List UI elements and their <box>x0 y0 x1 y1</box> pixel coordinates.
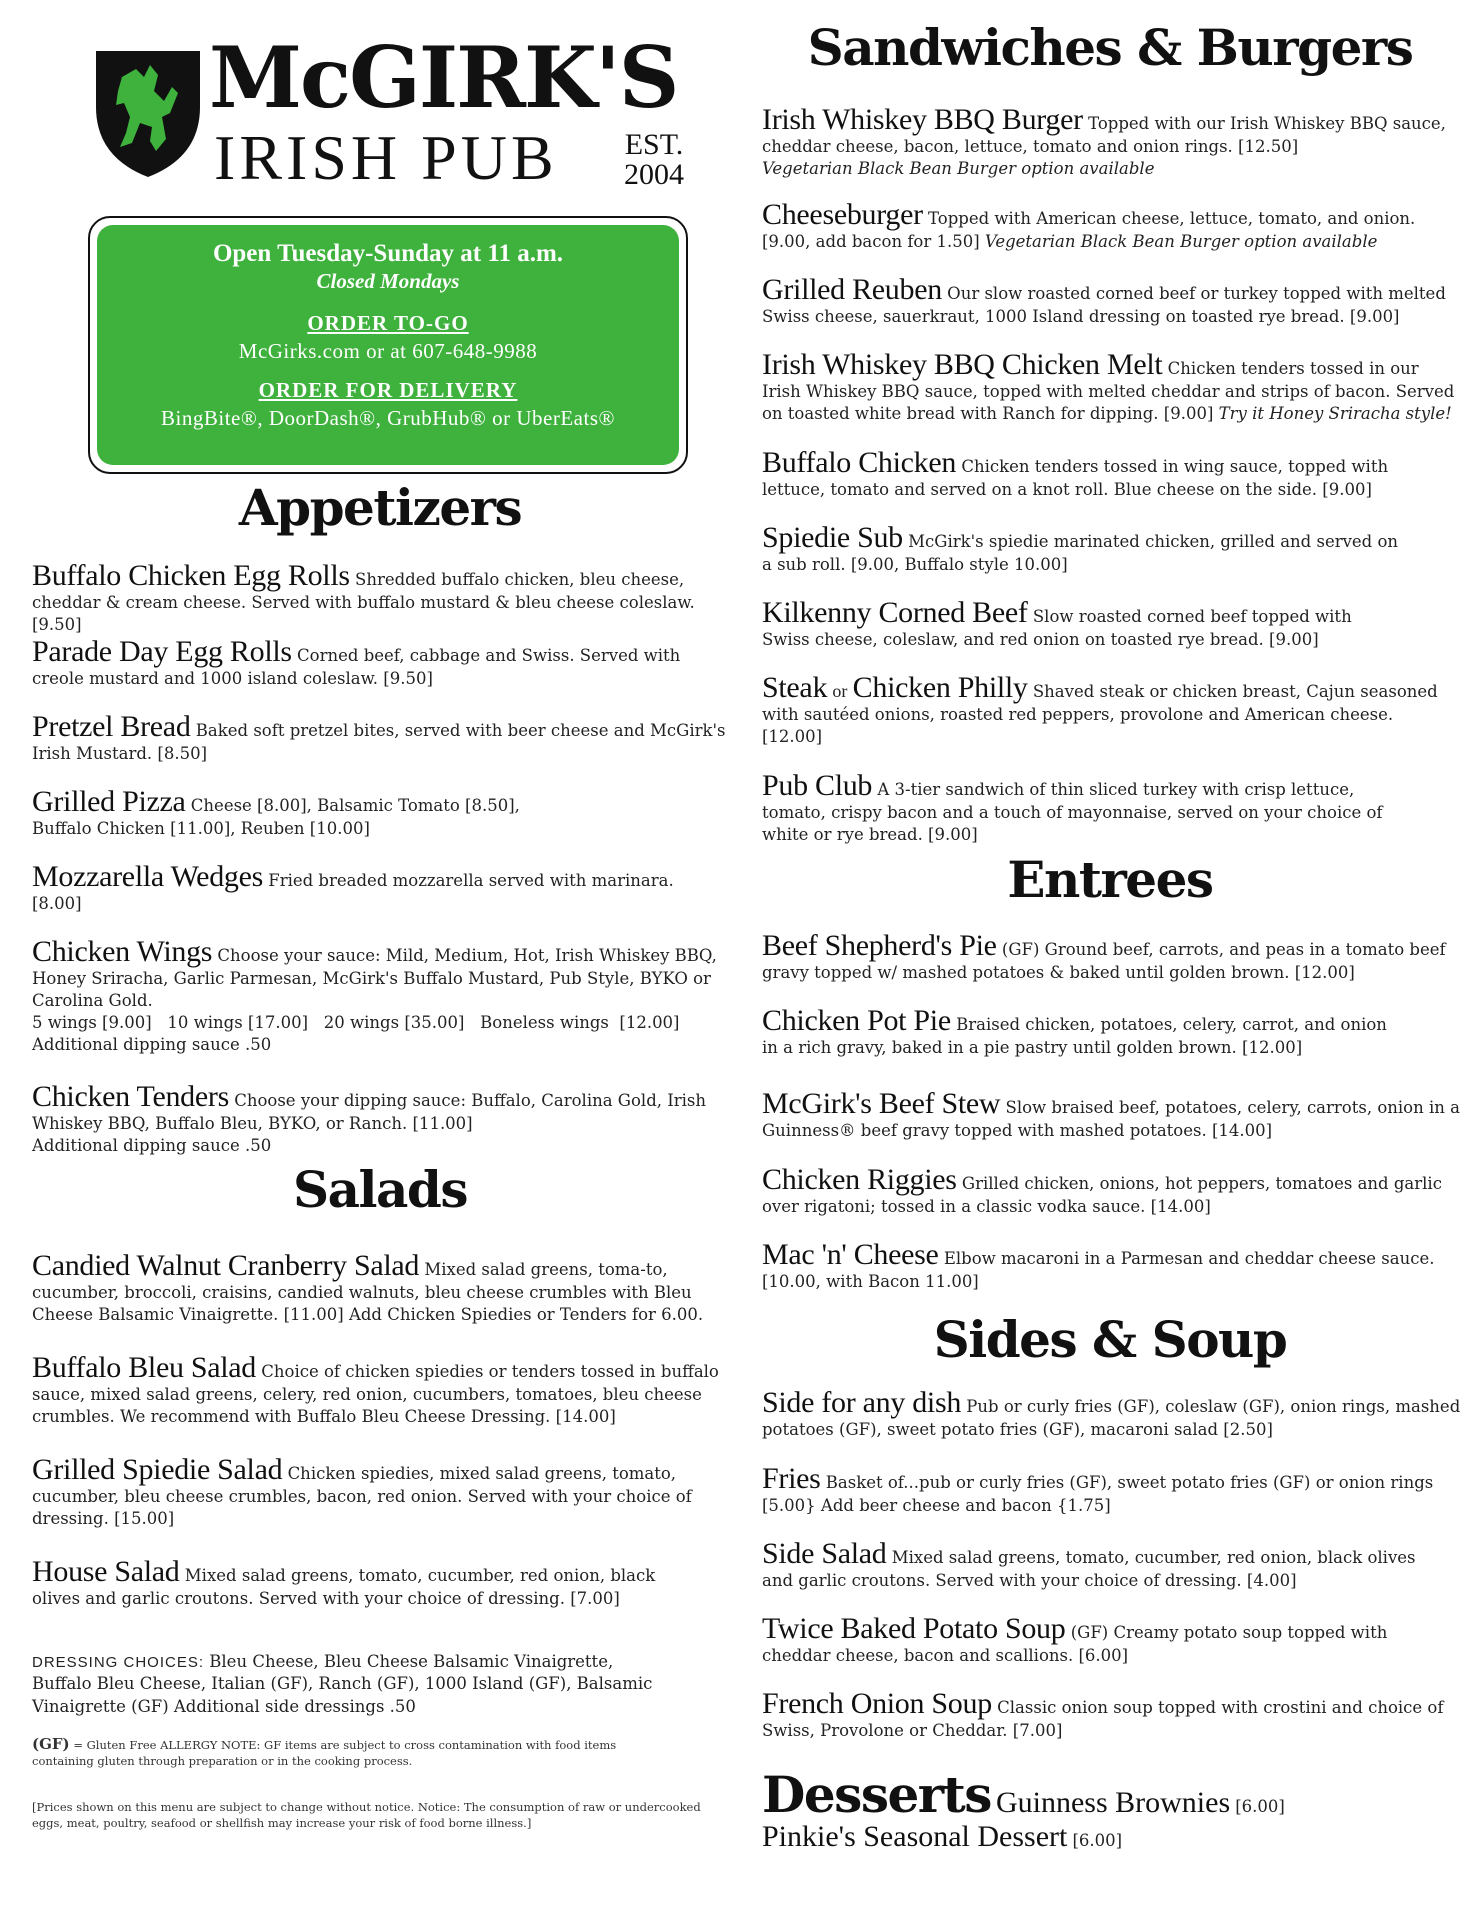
item-name: Kilkenny Corned Beef <box>762 596 1028 629</box>
togo-text[interactable]: McGirks.com or at 607-648-9988 <box>238 339 538 364</box>
item-name: Pretzel Bread <box>32 710 191 743</box>
gf-label: (GF) <box>32 1735 70 1753</box>
gf-note-text: = Gluten Free ALLERGY NOTE: GF items are subject to cross contamination with food items containing gluten through preparation or in the cooking process. <box>32 1738 617 1769</box>
est-label: EST. <box>624 128 684 161</box>
menu-item <box>762 1463 1462 1517</box>
togo-heading[interactable]: ORDER TO-GO <box>307 311 469 336</box>
item-name: Chicken Pot Pie <box>762 1004 951 1037</box>
menu-item <box>762 1239 1452 1293</box>
item-name: House Salad <box>32 1555 180 1588</box>
item-desc: Braised chicken, potatoes, celery, carrot, and onion in a rich gravy, baked in a pie pastry until golden brown. [12.00] <box>762 1015 1387 1057</box>
item-desc-3: Additional dipping sauce .50 <box>32 1035 272 1055</box>
item-desc: Shaved steak or chicken breast, Cajun seasoned with sautéed onions, roasted red peppers, provolone and American cheese. [12.00] <box>762 682 1438 746</box>
dressing-label: DRESSING CHOICES: <box>32 1654 205 1671</box>
item-name: Side Salad <box>762 1537 887 1570</box>
item-desc: Slow braised beef, potatoes, celery, carrots, onion in a Guinness® beef gravy topped with mashed potatoes. [14.00] <box>762 1098 1460 1140</box>
item-desc: Cheese [8.00], Balsamic Tomato [8.50], <box>190 796 520 815</box>
item-desc: Chicken spiedies, mixed salad greens, tomato, cucumber, bleu cheese crumbles, bacon, red onion. Served with your choice of dressing. [15.00] <box>32 1464 692 1528</box>
menu-item <box>32 1454 712 1530</box>
menu-item <box>762 1088 1462 1142</box>
item-note: Vegetarian Black Bean Burger option available <box>762 158 1155 178</box>
item-name: Parade Day Egg Rolls <box>32 635 292 668</box>
item-desc: Chicken tenders tossed in wing sauce, topped with lettuce, tomato and served on a knot roll. Blue cheese on the side. [9.00] <box>762 457 1389 499</box>
item-name: French Onion Soup <box>762 1687 992 1720</box>
dessert-name: Pinkie's Seasonal Dessert <box>762 1820 1068 1853</box>
menu-item <box>762 447 1452 501</box>
item-name: Beef Shepherd's Pie <box>762 929 997 962</box>
item-desc: Mixed salad greens, tomato, cucumber, red onion, black olives and garlic croutons. Served with your choice of dressing. [4.00] <box>762 1548 1416 1590</box>
item-or: or <box>832 681 848 701</box>
item-name: Fries <box>762 1462 821 1495</box>
logo-name: McGIRK'S <box>209 28 678 127</box>
item-desc: A 3-tier sandwich of thin sliced turkey with crisp lettuce, tomato, crispy bacon and a touch of mayonnaise, served on your choice of white or rye bread. [9.00] <box>762 780 1383 844</box>
item-name: Irish Whiskey BBQ Chicken Melt <box>762 348 1163 381</box>
item-desc-2: Buffalo Chicken [11.00], Reuben [10.00] <box>32 818 370 838</box>
item-desc: Basket of...pub or curly fries (GF), sweet potato fries (GF) or onion rings [5.00} Add beer cheese and bacon {1.75] <box>762 1473 1434 1515</box>
menu-item <box>32 936 732 1057</box>
item-name: Chicken Tenders <box>32 1080 229 1113</box>
item-name: Mozzarella Wedges <box>32 860 263 893</box>
item-name: Grilled Spiedie Salad <box>32 1453 283 1486</box>
logo-established <box>624 130 684 190</box>
menu-item <box>762 104 1452 180</box>
menu-item <box>762 1005 1402 1059</box>
dessert-price: [6.00] <box>1235 1797 1285 1816</box>
prices-note: [Prices shown on this menu are subject to change without notice. Notice: The consumption of raw or undercooked eggs, meat, poultry, seafood or shellfish may increase your risk of food borne illness.] <box>32 1800 701 1830</box>
delivery-text[interactable]: BingBite®, DoorDash®, GrubHub® or UberEats® <box>161 406 615 431</box>
item-desc: Baked soft pretzel bites, served with beer cheese and McGirk's Irish Mustard. [8.50] <box>32 721 726 763</box>
menu-item <box>32 1556 672 1610</box>
item-desc: (GF) Creamy potato soup topped with cheddar cheese, bacon and scallions. [6.00] <box>762 1623 1388 1665</box>
item-desc: McGirk's spiedie marinated chicken, grilled and served on a sub roll. [9.00, Buffalo style 10.00] <box>762 532 1399 574</box>
item-desc: Topped with American cheese, lettuce, tomato, and onion. [9.00, add bacon for 1.50] <box>762 209 1416 251</box>
item-desc: Choose your sauce: Mild, Medium, Hot, Irish Whiskey BBQ, Honey Sriracha, Garlic Parmesan, McGirk's Buffalo Mustard, Pub Style, BYKO or Carolina Gold. <box>32 946 717 1010</box>
item-name: Buffalo Chicken <box>762 446 957 479</box>
item-desc: Chicken tenders tossed in our Irish Whiskey BBQ sauce, topped with melted cheddar and strips of bacon. Served on toasted white bread with Ranch for dipping. [9.00] <box>762 359 1455 423</box>
item-desc: Choice of chicken spiedies or tenders tossed in buffalo sauce, mixed salad greens, celery, red onion, cucumbers, tomatoes, bleu cheese crumbles. We recommend with Buffalo Bleu Cheese Dressing. [14.00] <box>32 1362 719 1426</box>
logo-subtitle: IRISH PUB <box>214 122 558 193</box>
dessert-price: [6.00] <box>1072 1831 1123 1850</box>
menu-item <box>32 1250 722 1326</box>
item-desc: Corned beef, cabbage and Swiss. Served with creole mustard and 1000 island coleslaw. [9.50] <box>32 646 681 688</box>
menu-item <box>32 786 732 840</box>
menu-item <box>762 349 1462 425</box>
item-name: Chicken Riggies <box>762 1163 957 1196</box>
sandwiches-title: Sandwiches & Burgers <box>807 18 1413 77</box>
logo <box>92 28 692 202</box>
est-year: 2004 <box>624 158 684 191</box>
item-desc: Mixed salad greens, tomato, cucumber, red onion, black olives and garlic croutons. Served with your choice of dressing. [7.00] <box>32 1566 656 1608</box>
item-desc: Grilled chicken, onions, hot peppers, tomatoes and garlic over rigatoni; tossed in a classic vodka sauce. [14.00] <box>762 1174 1442 1216</box>
item-desc-2: 5 wings [9.00] 10 wings [17.00] 20 wings [35.00] Boneless wings [12.00] <box>32 1013 680 1033</box>
menu-item <box>762 1387 1462 1441</box>
item-desc: Classic onion soup topped with crostini and choice of Swiss, Provolone or Cheddar. [7.00] <box>762 1698 1444 1740</box>
info-box <box>88 216 688 474</box>
sides-title: Sides & Soup <box>933 1310 1287 1369</box>
menu-item <box>762 672 1452 748</box>
item-desc: Slow roasted corned beef topped with Swiss cheese, coleslaw, and red onion on toasted rye bread. [9.00] <box>762 607 1352 649</box>
dessert-name: Guinness Brownies <box>995 1786 1231 1819</box>
menu-item <box>32 711 732 765</box>
item-name: Irish Whiskey BBQ Burger <box>762 103 1083 136</box>
item-name: Grilled Pizza <box>32 785 186 818</box>
dressing-choices <box>32 1651 672 1718</box>
desserts-section <box>762 1765 1462 1853</box>
menu-item <box>762 1538 1442 1592</box>
menu-item <box>32 1352 732 1428</box>
menu-item <box>762 1688 1462 1742</box>
hours-text: Open Tuesday-Sunday at 11 a.m. <box>212 240 564 267</box>
item-desc: Pub or curly fries (GF), coleslaw (GF), onion rings, mashed potatoes (GF), sweet potato fries (GF), macaroni salad [2.50] <box>762 1397 1461 1439</box>
menu-item <box>762 597 1402 651</box>
menu-item <box>32 636 732 690</box>
menu-item <box>762 1613 1442 1667</box>
item-name: Spiedie Sub <box>762 521 903 554</box>
item-desc: (GF) Ground beef, carrots, and peas in a tomato beef gravy topped w/ mashed potatoes & baked until golden brown. [12.00] <box>762 940 1446 982</box>
item-desc: Shredded buffalo chicken, bleu cheese, cheddar & cream cheese. Served with buffalo mustard & bleu cheese coleslaw. [9.50] <box>32 570 695 634</box>
menu-item <box>762 274 1452 328</box>
item-name-2: Chicken Philly <box>852 671 1028 704</box>
item-desc: Elbow macaroni in a Parmesan and cheddar cheese sauce. [10.00, with Bacon 11.00] <box>762 1249 1435 1291</box>
menu-item <box>762 522 1412 576</box>
dressing-text: Bleu Cheese, Bleu Cheese Balsamic Vinaigrette, Buffalo Bleu Cheese, Italian (GF), Ranch (GF), 1000 Island (GF), Balsamic Vinaigrette (GF) Additional side dressings .50 <box>32 1652 653 1716</box>
item-desc: Our slow roasted corned beef or turkey topped with melted Swiss cheese, sauerkraut, 1000 Island dressing on toasted rye bread. [9.00] <box>762 284 1446 326</box>
item-name: Twice Baked Potato Soup <box>762 1612 1066 1645</box>
closed-text: Closed Mondays <box>316 269 460 293</box>
desserts-title: Desserts <box>762 1765 991 1824</box>
item-name: Buffalo Chicken Egg Rolls <box>32 559 350 592</box>
item-name: Candied Walnut Cranberry Salad <box>32 1249 420 1282</box>
item-name: Grilled Reuben <box>762 273 942 306</box>
menu-item <box>762 199 1452 253</box>
item-name: Mac 'n' Cheese <box>762 1238 939 1271</box>
appetizers-title: Appetizers <box>238 478 522 537</box>
menu-item <box>32 1081 722 1157</box>
menu-item <box>32 861 692 915</box>
item-desc: Topped with our Irish Whiskey BBQ sauce, cheddar cheese, bacon, lettuce, tomato and onion rings. [12.50] <box>762 114 1446 156</box>
gf-note <box>32 1734 652 1770</box>
item-note: Try it Honey Sriracha style! <box>1218 403 1452 423</box>
item-name: Pub Club <box>762 769 873 802</box>
delivery-heading[interactable]: ORDER FOR DELIVERY <box>258 377 518 402</box>
item-name: Chicken Wings <box>32 935 213 968</box>
item-name: Steak <box>762 671 828 704</box>
item-name: McGirk's Beef Stew <box>762 1087 1001 1120</box>
item-desc-2: Additional dipping sauce .50 <box>32 1135 272 1155</box>
menu-item <box>762 1164 1462 1218</box>
item-name: Side for any dish <box>762 1386 962 1419</box>
item-desc: Choose your dipping sauce: Buffalo, Carolina Gold, Irish Whiskey BBQ, Buffalo Bleu, BYKO, or Ranch. [11.00] <box>32 1091 707 1133</box>
item-name: Cheeseburger <box>762 198 923 231</box>
menu-item <box>32 560 722 636</box>
item-note: Vegetarian Black Bean Burger option available <box>984 231 1378 251</box>
entrees-title: Entrees <box>1007 850 1213 909</box>
salads-title: Salads <box>292 1160 467 1219</box>
item-desc: Mixed salad greens, toma-to, cucumber, broccoli, craisins, candied walnuts, bleu cheese crumbles with Bleu Cheese Balsamic Vinaigrette. [11.00] Add Chicken Spiedies or Tenders for 6.00. <box>32 1260 704 1324</box>
item-desc: Fried breaded mozzarella served with marinara. [8.00] <box>32 871 674 913</box>
menu-item <box>762 930 1462 984</box>
menu-item <box>762 770 1402 846</box>
shield-icon <box>92 47 204 181</box>
item-name: Buffalo Bleu Salad <box>32 1351 257 1384</box>
